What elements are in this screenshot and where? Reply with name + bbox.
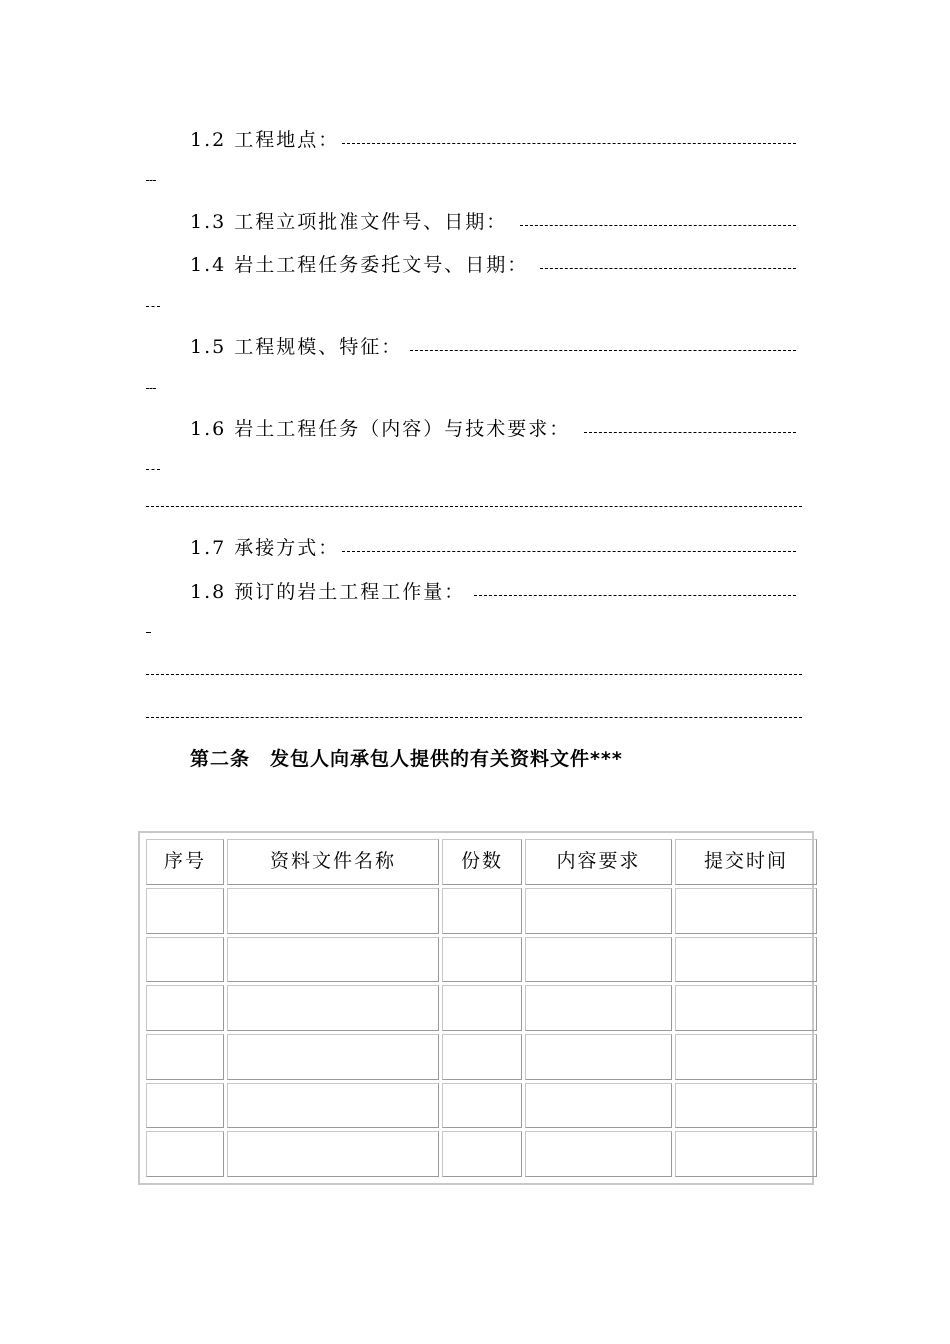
item-1-8-label: 1.8 预订的岩土工程工作量： xyxy=(190,581,466,603)
table-cell[interactable] xyxy=(442,1131,522,1177)
item-1-6-fill-line-cont[interactable] xyxy=(146,469,160,470)
table-cell[interactable] xyxy=(525,937,672,983)
table-cell[interactable] xyxy=(675,1083,817,1129)
table-row xyxy=(146,937,817,983)
table-row xyxy=(146,1034,817,1080)
table-cell[interactable] xyxy=(146,888,224,934)
table-cell[interactable] xyxy=(227,1083,439,1129)
item-1-2-fill-line[interactable] xyxy=(342,143,796,144)
item-1-8-fill-line[interactable] xyxy=(474,595,796,596)
table-cell[interactable] xyxy=(525,985,672,1031)
table-cell[interactable] xyxy=(442,985,522,1031)
item-1-2-label: 1.2 工程地点： xyxy=(190,129,340,151)
item-1-5-fill-line[interactable] xyxy=(410,350,796,351)
table-row xyxy=(146,1131,817,1177)
table-row xyxy=(146,1083,817,1129)
col-header-content-requirements: 内容要求 xyxy=(525,839,672,885)
table-cell[interactable] xyxy=(227,888,439,934)
table-cell[interactable] xyxy=(146,1034,224,1080)
item-1-6-fill-line-full[interactable] xyxy=(146,506,802,507)
table-header-row xyxy=(146,839,817,885)
item-1-2-fill-line-cont[interactable] xyxy=(146,180,156,181)
table-cell[interactable] xyxy=(227,985,439,1031)
table-row xyxy=(146,888,817,934)
item-1-5-fill-line-cont[interactable] xyxy=(146,388,156,389)
table-cell[interactable] xyxy=(442,1083,522,1129)
item-1-6-label: 1.6 岩土工程任务（内容）与技术要求： xyxy=(190,418,571,440)
table-cell[interactable] xyxy=(675,888,817,934)
table-cell[interactable] xyxy=(442,937,522,983)
table-cell[interactable] xyxy=(146,1131,224,1177)
item-1-8-fill-line-cont[interactable] xyxy=(146,632,151,633)
table-cell[interactable] xyxy=(675,985,817,1031)
table-cell[interactable] xyxy=(442,1034,522,1080)
table-cell[interactable] xyxy=(227,1034,439,1080)
item-1-3-fill-line[interactable] xyxy=(520,225,796,226)
item-1-8-fill-line-full-1[interactable] xyxy=(146,674,802,675)
item-1-7-fill-line[interactable] xyxy=(342,551,796,552)
col-header-serial: 序号 xyxy=(146,839,224,885)
table-cell[interactable] xyxy=(525,1083,672,1129)
table-cell[interactable] xyxy=(525,1131,672,1177)
section-heading: 第二条 发包人向承包人提供的有关资料文件*** xyxy=(190,748,623,770)
item-1-3-label: 1.3 工程立项批准文件号、日期： xyxy=(190,211,508,233)
table-cell[interactable] xyxy=(675,1131,817,1177)
table-cell[interactable] xyxy=(442,888,522,934)
table-cell[interactable] xyxy=(146,937,224,983)
item-1-4-fill-line-cont[interactable] xyxy=(146,306,160,307)
documents-table xyxy=(138,831,814,1185)
col-header-document-name: 资料文件名称 xyxy=(227,839,439,885)
table-cell[interactable] xyxy=(146,1083,224,1129)
table-row xyxy=(146,985,817,1031)
item-1-5-label: 1.5 工程规模、特征： xyxy=(190,336,403,358)
item-1-6-fill-line[interactable] xyxy=(584,432,796,433)
table-cell[interactable] xyxy=(525,888,672,934)
col-header-copies: 份数 xyxy=(442,839,522,885)
item-1-4-fill-line[interactable] xyxy=(540,268,796,269)
table-cell[interactable] xyxy=(227,937,439,983)
item-1-8-fill-line-full-2[interactable] xyxy=(146,717,802,718)
table-cell[interactable] xyxy=(227,1131,439,1177)
col-header-submission-time: 提交时间 xyxy=(675,839,817,885)
table-cell[interactable] xyxy=(675,1034,817,1080)
table-cell[interactable] xyxy=(146,985,224,1031)
table-cell[interactable] xyxy=(675,937,817,983)
item-1-7-label: 1.7 承接方式： xyxy=(190,537,340,559)
table-cell[interactable] xyxy=(525,1034,672,1080)
item-1-4-label: 1.4 岩土工程任务委托文号、日期： xyxy=(190,254,529,276)
